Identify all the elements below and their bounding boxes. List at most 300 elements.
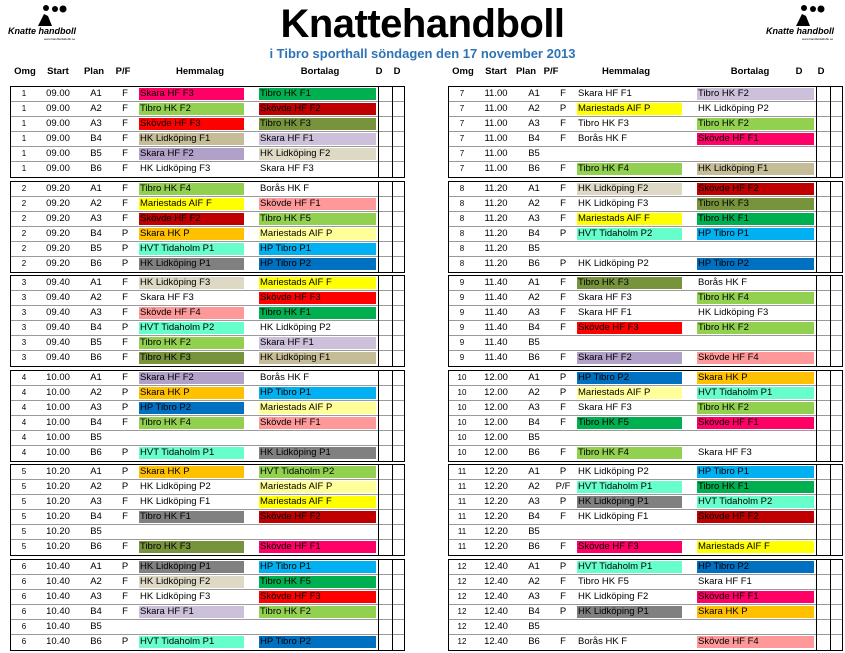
match-row xyxy=(449,227,842,242)
header-start: Start xyxy=(47,66,69,77)
logo-sub: www.handbollsklubb.se xyxy=(44,37,76,41)
match-row xyxy=(11,132,404,147)
match-row xyxy=(11,401,404,416)
home-team: Tibro HK F4 xyxy=(577,163,682,175)
match-row xyxy=(11,182,404,197)
start-time: 12.40 xyxy=(484,575,508,587)
match-row xyxy=(11,257,404,272)
round-block xyxy=(10,275,405,367)
result-cell-1 xyxy=(816,605,830,620)
result-cell-2 xyxy=(830,212,844,227)
start-time: 10.20 xyxy=(46,511,70,522)
match-row xyxy=(449,590,842,605)
round-number: 10 xyxy=(457,402,467,412)
away-team: HP Tibro P1 xyxy=(697,228,814,240)
match-row xyxy=(449,635,842,650)
round-number: 5 xyxy=(21,512,27,521)
home-team: Mariestads AIF P xyxy=(577,103,682,115)
home-team: Skara HF F2 xyxy=(139,148,244,160)
round-number: 3 xyxy=(21,323,27,332)
court: A1 xyxy=(528,277,540,288)
court: A2 xyxy=(528,386,540,398)
match-row xyxy=(11,87,404,102)
home-team: Skövde HF F4 xyxy=(139,307,244,319)
result-cell-1 xyxy=(816,227,830,242)
start-time: 11.20 xyxy=(484,227,508,239)
start-time: 12.20 xyxy=(484,496,508,507)
home-team: Tibro HK F3 xyxy=(139,541,244,553)
court: A1 xyxy=(528,466,540,477)
court: A3 xyxy=(90,401,102,413)
start-time: 09.40 xyxy=(46,337,70,348)
gender-code: F xyxy=(122,118,128,129)
home-team: HVT Tidaholm P1 xyxy=(577,561,682,573)
round-block xyxy=(10,86,405,178)
court: A1 xyxy=(528,88,540,99)
start-time: 09.00 xyxy=(46,148,70,159)
court: B4 xyxy=(528,227,540,239)
court: A3 xyxy=(90,212,102,224)
match-row xyxy=(449,276,842,291)
home-team: Skövde HF F3 xyxy=(577,322,682,334)
result-cell-1 xyxy=(816,132,830,147)
result-cell-2 xyxy=(392,620,406,635)
home-team: Tibro HK F3 xyxy=(139,352,244,364)
gender-code: F xyxy=(560,446,566,458)
result-cell-1 xyxy=(816,446,830,461)
header-omg: Omg xyxy=(14,66,36,77)
court: A1 xyxy=(90,88,102,99)
result-cell-2 xyxy=(830,117,844,132)
round-number: 9 xyxy=(459,323,465,332)
result-cell-2 xyxy=(830,635,844,650)
away-team: HK Lidköping P2 xyxy=(259,322,376,334)
court: A2 xyxy=(90,292,102,303)
home-team: Skara HK P xyxy=(139,387,244,399)
gender-code: P xyxy=(559,605,567,617)
start-time: 09.00 xyxy=(46,163,70,174)
header-plan: Plan xyxy=(515,66,537,77)
gender-code: P xyxy=(559,227,567,239)
start-time: 09.40 xyxy=(46,307,70,318)
gender-code: F xyxy=(122,337,128,348)
match-row xyxy=(11,431,404,446)
away-team: HVT Tidaholm P1 xyxy=(697,387,814,399)
gender-code: F xyxy=(560,416,566,428)
court: B5 xyxy=(90,431,102,443)
gender-code xyxy=(550,431,576,445)
court: B4 xyxy=(528,605,540,617)
result-cell-2 xyxy=(830,276,844,291)
home-team xyxy=(577,526,682,538)
result-cell-1 xyxy=(816,336,830,351)
result-cell-1 xyxy=(816,431,830,446)
start-time: 10.00 xyxy=(46,386,70,398)
court: A3 xyxy=(528,401,540,413)
gender-code: F xyxy=(560,277,566,288)
away-team: Skövde HF F4 xyxy=(697,352,814,364)
result-cell-1 xyxy=(378,620,392,635)
result-cell-1 xyxy=(816,540,830,555)
away-team: Tibro HK F5 xyxy=(259,213,376,225)
result-cell-2 xyxy=(830,351,844,366)
away-team xyxy=(259,526,376,538)
gender-code: F xyxy=(560,590,566,602)
result-cell-2 xyxy=(392,465,406,480)
home-team: HP Tibro P2 xyxy=(139,402,244,414)
gender-code: F xyxy=(122,575,128,587)
result-cell-1 xyxy=(378,480,392,495)
court: B5 xyxy=(528,337,540,348)
round-number: 1 xyxy=(21,134,27,143)
start-time: 11.20 xyxy=(484,197,508,209)
gender-code: P/F xyxy=(555,481,571,492)
court: B4 xyxy=(90,133,102,144)
header-home: Hemmalag xyxy=(601,66,651,77)
match-row xyxy=(11,336,404,351)
round-number: 5 xyxy=(21,542,27,551)
result-cell-1 xyxy=(378,465,392,480)
court: A2 xyxy=(90,103,102,114)
gender-code: F xyxy=(122,212,128,224)
column-headers-left xyxy=(10,66,405,80)
round-number: 4 xyxy=(21,387,27,397)
result-cell-1 xyxy=(378,525,392,540)
round-block xyxy=(448,464,843,556)
home-team: Skara HF F1 xyxy=(139,606,244,618)
result-cell-1 xyxy=(816,182,830,197)
round-number: 4 xyxy=(21,402,27,412)
away-team: Tibro HK F2 xyxy=(259,606,376,618)
court: A2 xyxy=(528,197,540,209)
result-cell-1 xyxy=(816,386,830,401)
round-number: 8 xyxy=(459,258,465,268)
round-block xyxy=(10,370,405,462)
away-team: Tibro HK F2 xyxy=(697,118,814,130)
start-time: 12.20 xyxy=(484,466,508,477)
away-team: Skövde HF F1 xyxy=(697,133,814,145)
court: B6 xyxy=(90,446,102,458)
start-time: 10.40 xyxy=(46,605,70,617)
gender-code: F xyxy=(560,511,566,522)
match-row xyxy=(11,162,404,177)
start-time: 09.20 xyxy=(46,257,70,269)
result-cell-1 xyxy=(816,465,830,480)
start-time: 12.20 xyxy=(484,511,508,522)
result-cell-2 xyxy=(830,242,844,257)
home-team: Skövde HF F3 xyxy=(139,118,244,130)
away-team: Tibro HK F1 xyxy=(259,307,376,319)
court: B5 xyxy=(528,526,540,537)
away-team xyxy=(697,432,814,444)
gender-code: P xyxy=(121,386,129,398)
header-home: Hemmalag xyxy=(175,66,225,77)
start-time: 09.20 xyxy=(46,197,70,209)
gender-code xyxy=(112,431,138,445)
match-row xyxy=(449,306,842,321)
round-number: 11 xyxy=(457,497,467,506)
gender-code: F xyxy=(560,182,566,194)
gender-code: P xyxy=(121,401,129,413)
away-team xyxy=(697,148,814,160)
result-cell-2 xyxy=(392,351,406,366)
result-cell-2 xyxy=(392,257,406,272)
result-cell-1 xyxy=(816,575,830,590)
away-team: HP Tibro P2 xyxy=(259,258,376,270)
gender-code: F xyxy=(560,212,566,224)
gender-code xyxy=(550,147,576,161)
home-team: HVT Tidaholm P2 xyxy=(577,228,682,240)
round-number: 9 xyxy=(459,308,465,317)
round-number: 11 xyxy=(457,482,467,491)
away-team: Mariestads AIF F xyxy=(259,277,376,289)
home-team xyxy=(577,243,682,255)
result-cell-1 xyxy=(378,416,392,431)
court: A3 xyxy=(528,307,540,318)
court: B6 xyxy=(90,163,102,174)
round-number: 2 xyxy=(21,183,27,193)
match-row xyxy=(11,480,404,495)
gender-code: P xyxy=(121,227,129,239)
start-time: 10.40 xyxy=(46,575,70,587)
result-cell-2 xyxy=(830,401,844,416)
home-team xyxy=(577,621,682,633)
start-time: 10.20 xyxy=(46,496,70,507)
start-time: 09.40 xyxy=(46,277,70,288)
start-time: 12.00 xyxy=(484,446,508,458)
result-cell-1 xyxy=(378,510,392,525)
result-cell-2 xyxy=(392,197,406,212)
match-row xyxy=(11,525,404,540)
result-cell-2 xyxy=(392,102,406,117)
start-time: 12.00 xyxy=(484,431,508,443)
away-team: Skövde HF F2 xyxy=(259,103,376,115)
start-time: 11.00 xyxy=(484,88,508,99)
away-team: HVT Tidaholm P2 xyxy=(259,466,376,478)
start-time: 10.20 xyxy=(46,526,70,537)
away-team: HP Tibro P1 xyxy=(259,243,376,255)
court: A1 xyxy=(90,560,102,572)
gender-code: F xyxy=(122,371,128,383)
round-number: 4 xyxy=(21,417,27,427)
result-cell-2 xyxy=(392,480,406,495)
court: B4 xyxy=(528,133,540,144)
home-team xyxy=(577,337,682,349)
home-team: HK Lidköping F1 xyxy=(577,511,682,523)
result-cell-1 xyxy=(378,401,392,416)
match-row xyxy=(449,242,842,257)
away-team: Tibro HK F1 xyxy=(259,88,376,100)
gender-code: F xyxy=(122,541,128,552)
home-team: Skara HF F1 xyxy=(577,307,682,319)
round-number: 9 xyxy=(459,278,465,287)
match-row xyxy=(11,227,404,242)
start-time: 10.40 xyxy=(46,635,70,647)
result-cell-2 xyxy=(830,257,844,272)
result-cell-1 xyxy=(378,336,392,351)
gender-code: F xyxy=(122,277,128,288)
home-team: Tibro HK F3 xyxy=(577,118,682,130)
court: A2 xyxy=(90,481,102,492)
result-cell-2 xyxy=(392,495,406,510)
match-row xyxy=(449,162,842,177)
result-cell-1 xyxy=(816,635,830,650)
gender-code: F xyxy=(560,292,566,303)
gender-code: P xyxy=(121,481,129,492)
round-block xyxy=(448,275,843,367)
round-number: 4 xyxy=(21,447,27,457)
round-number: 1 xyxy=(21,89,27,98)
result-cell-1 xyxy=(378,162,392,177)
gender-code xyxy=(550,620,576,634)
gender-code: F xyxy=(560,197,566,209)
round-number: 3 xyxy=(21,308,27,317)
result-cell-2 xyxy=(392,87,406,102)
result-cell-2 xyxy=(830,182,844,197)
schedule-left xyxy=(10,86,405,653)
result-cell-2 xyxy=(830,227,844,242)
round-number: 9 xyxy=(459,353,465,362)
round-number: 6 xyxy=(21,636,27,646)
schedule-right xyxy=(448,86,843,653)
start-time: 11.20 xyxy=(484,182,508,194)
round-number: 7 xyxy=(459,89,465,98)
away-team: HP Tibro P1 xyxy=(259,387,376,399)
court: B5 xyxy=(528,148,540,159)
page-subtitle: i Tibro sporthall söndagen den 17 november 2013 xyxy=(269,46,576,61)
home-team: HK Lidköping P2 xyxy=(139,481,244,493)
start-time: 11.00 xyxy=(484,118,508,129)
start-time: 11.20 xyxy=(484,257,508,269)
gender-code: P xyxy=(121,257,129,269)
start-time: 10.20 xyxy=(46,466,70,477)
away-team: Skövde HF F3 xyxy=(259,591,376,603)
result-cell-2 xyxy=(392,182,406,197)
round-number: 5 xyxy=(21,497,27,506)
result-cell-2 xyxy=(830,306,844,321)
away-team: HK Lidköping P1 xyxy=(259,447,376,459)
match-row xyxy=(449,132,842,147)
gender-code: F xyxy=(122,511,128,522)
court: A2 xyxy=(528,575,540,587)
match-row xyxy=(449,480,842,495)
start-time: 12.40 xyxy=(484,605,508,617)
court: B6 xyxy=(90,635,102,647)
start-time: 11.40 xyxy=(484,277,508,288)
away-team: HP Tibro P2 xyxy=(697,258,814,270)
gender-code: F xyxy=(122,590,128,602)
round-number: 7 xyxy=(459,149,465,158)
court: A1 xyxy=(528,371,540,383)
home-team: HK Lidköping P1 xyxy=(139,561,244,573)
home-team: HK Lidköping P1 xyxy=(139,258,244,270)
result-cell-1 xyxy=(378,102,392,117)
match-row xyxy=(11,540,404,555)
match-row xyxy=(11,465,404,480)
start-time: 10.40 xyxy=(46,620,70,632)
away-team: Tibro HK F1 xyxy=(697,213,814,225)
away-team xyxy=(697,526,814,538)
court: B5 xyxy=(90,620,102,632)
match-row xyxy=(449,336,842,351)
match-row xyxy=(449,182,842,197)
court: B6 xyxy=(528,163,540,174)
match-row xyxy=(449,401,842,416)
start-time: 09.00 xyxy=(46,133,70,144)
gender-code: P xyxy=(121,242,129,254)
gender-code: F xyxy=(122,148,128,159)
result-cell-1 xyxy=(378,182,392,197)
start-time: 11.00 xyxy=(484,148,508,159)
home-team: HK Lidköping F3 xyxy=(139,277,244,289)
match-row xyxy=(11,371,404,386)
result-cell-2 xyxy=(392,147,406,162)
result-cell-1 xyxy=(378,291,392,306)
home-team: Skara HF F3 xyxy=(577,292,682,304)
away-team: HVT Tidaholm P2 xyxy=(697,496,814,508)
round-number: 6 xyxy=(21,591,27,601)
gender-code xyxy=(112,620,138,634)
away-team: Skövde HF F3 xyxy=(259,292,376,304)
round-number: 7 xyxy=(459,119,465,128)
home-team: HK Lidköping F2 xyxy=(577,591,682,603)
home-team: Skara HF F2 xyxy=(577,352,682,364)
round-block xyxy=(448,86,843,178)
gender-code: F xyxy=(122,103,128,114)
result-cell-1 xyxy=(378,635,392,650)
result-cell-2 xyxy=(392,242,406,257)
away-team xyxy=(259,621,376,633)
gender-code: F xyxy=(122,88,128,99)
gender-code xyxy=(550,336,576,350)
gender-code: F xyxy=(560,133,566,144)
round-number: 9 xyxy=(459,338,465,347)
result-cell-2 xyxy=(392,162,406,177)
gender-code: P xyxy=(121,560,129,572)
result-cell-2 xyxy=(392,227,406,242)
court: B6 xyxy=(90,352,102,363)
result-cell-2 xyxy=(830,102,844,117)
away-team: HP Tibro P1 xyxy=(697,466,814,478)
result-cell-1 xyxy=(378,540,392,555)
result-cell-1 xyxy=(378,386,392,401)
court: B4 xyxy=(90,605,102,617)
home-team: HVT Tidaholm P1 xyxy=(139,447,244,459)
home-team: Tibro HK F4 xyxy=(577,447,682,459)
round-number: 12 xyxy=(457,576,467,586)
match-row xyxy=(449,291,842,306)
gender-code: P xyxy=(559,466,567,477)
round-number: 1 xyxy=(21,104,27,113)
start-time: 12.20 xyxy=(484,526,508,537)
result-cell-1 xyxy=(378,446,392,461)
court: A3 xyxy=(528,590,540,602)
gender-code: F xyxy=(560,541,566,552)
result-cell-1 xyxy=(378,590,392,605)
result-cell-1 xyxy=(816,525,830,540)
result-cell-1 xyxy=(378,117,392,132)
away-team xyxy=(697,337,814,349)
home-team: Tibro HK F2 xyxy=(139,337,244,349)
home-team xyxy=(577,148,682,160)
away-team: Borås HK F xyxy=(259,372,376,384)
result-cell-2 xyxy=(392,575,406,590)
start-time: 12.20 xyxy=(484,481,508,492)
result-cell-2 xyxy=(830,162,844,177)
result-cell-1 xyxy=(378,495,392,510)
match-row xyxy=(11,416,404,431)
round-number: 4 xyxy=(21,372,27,382)
